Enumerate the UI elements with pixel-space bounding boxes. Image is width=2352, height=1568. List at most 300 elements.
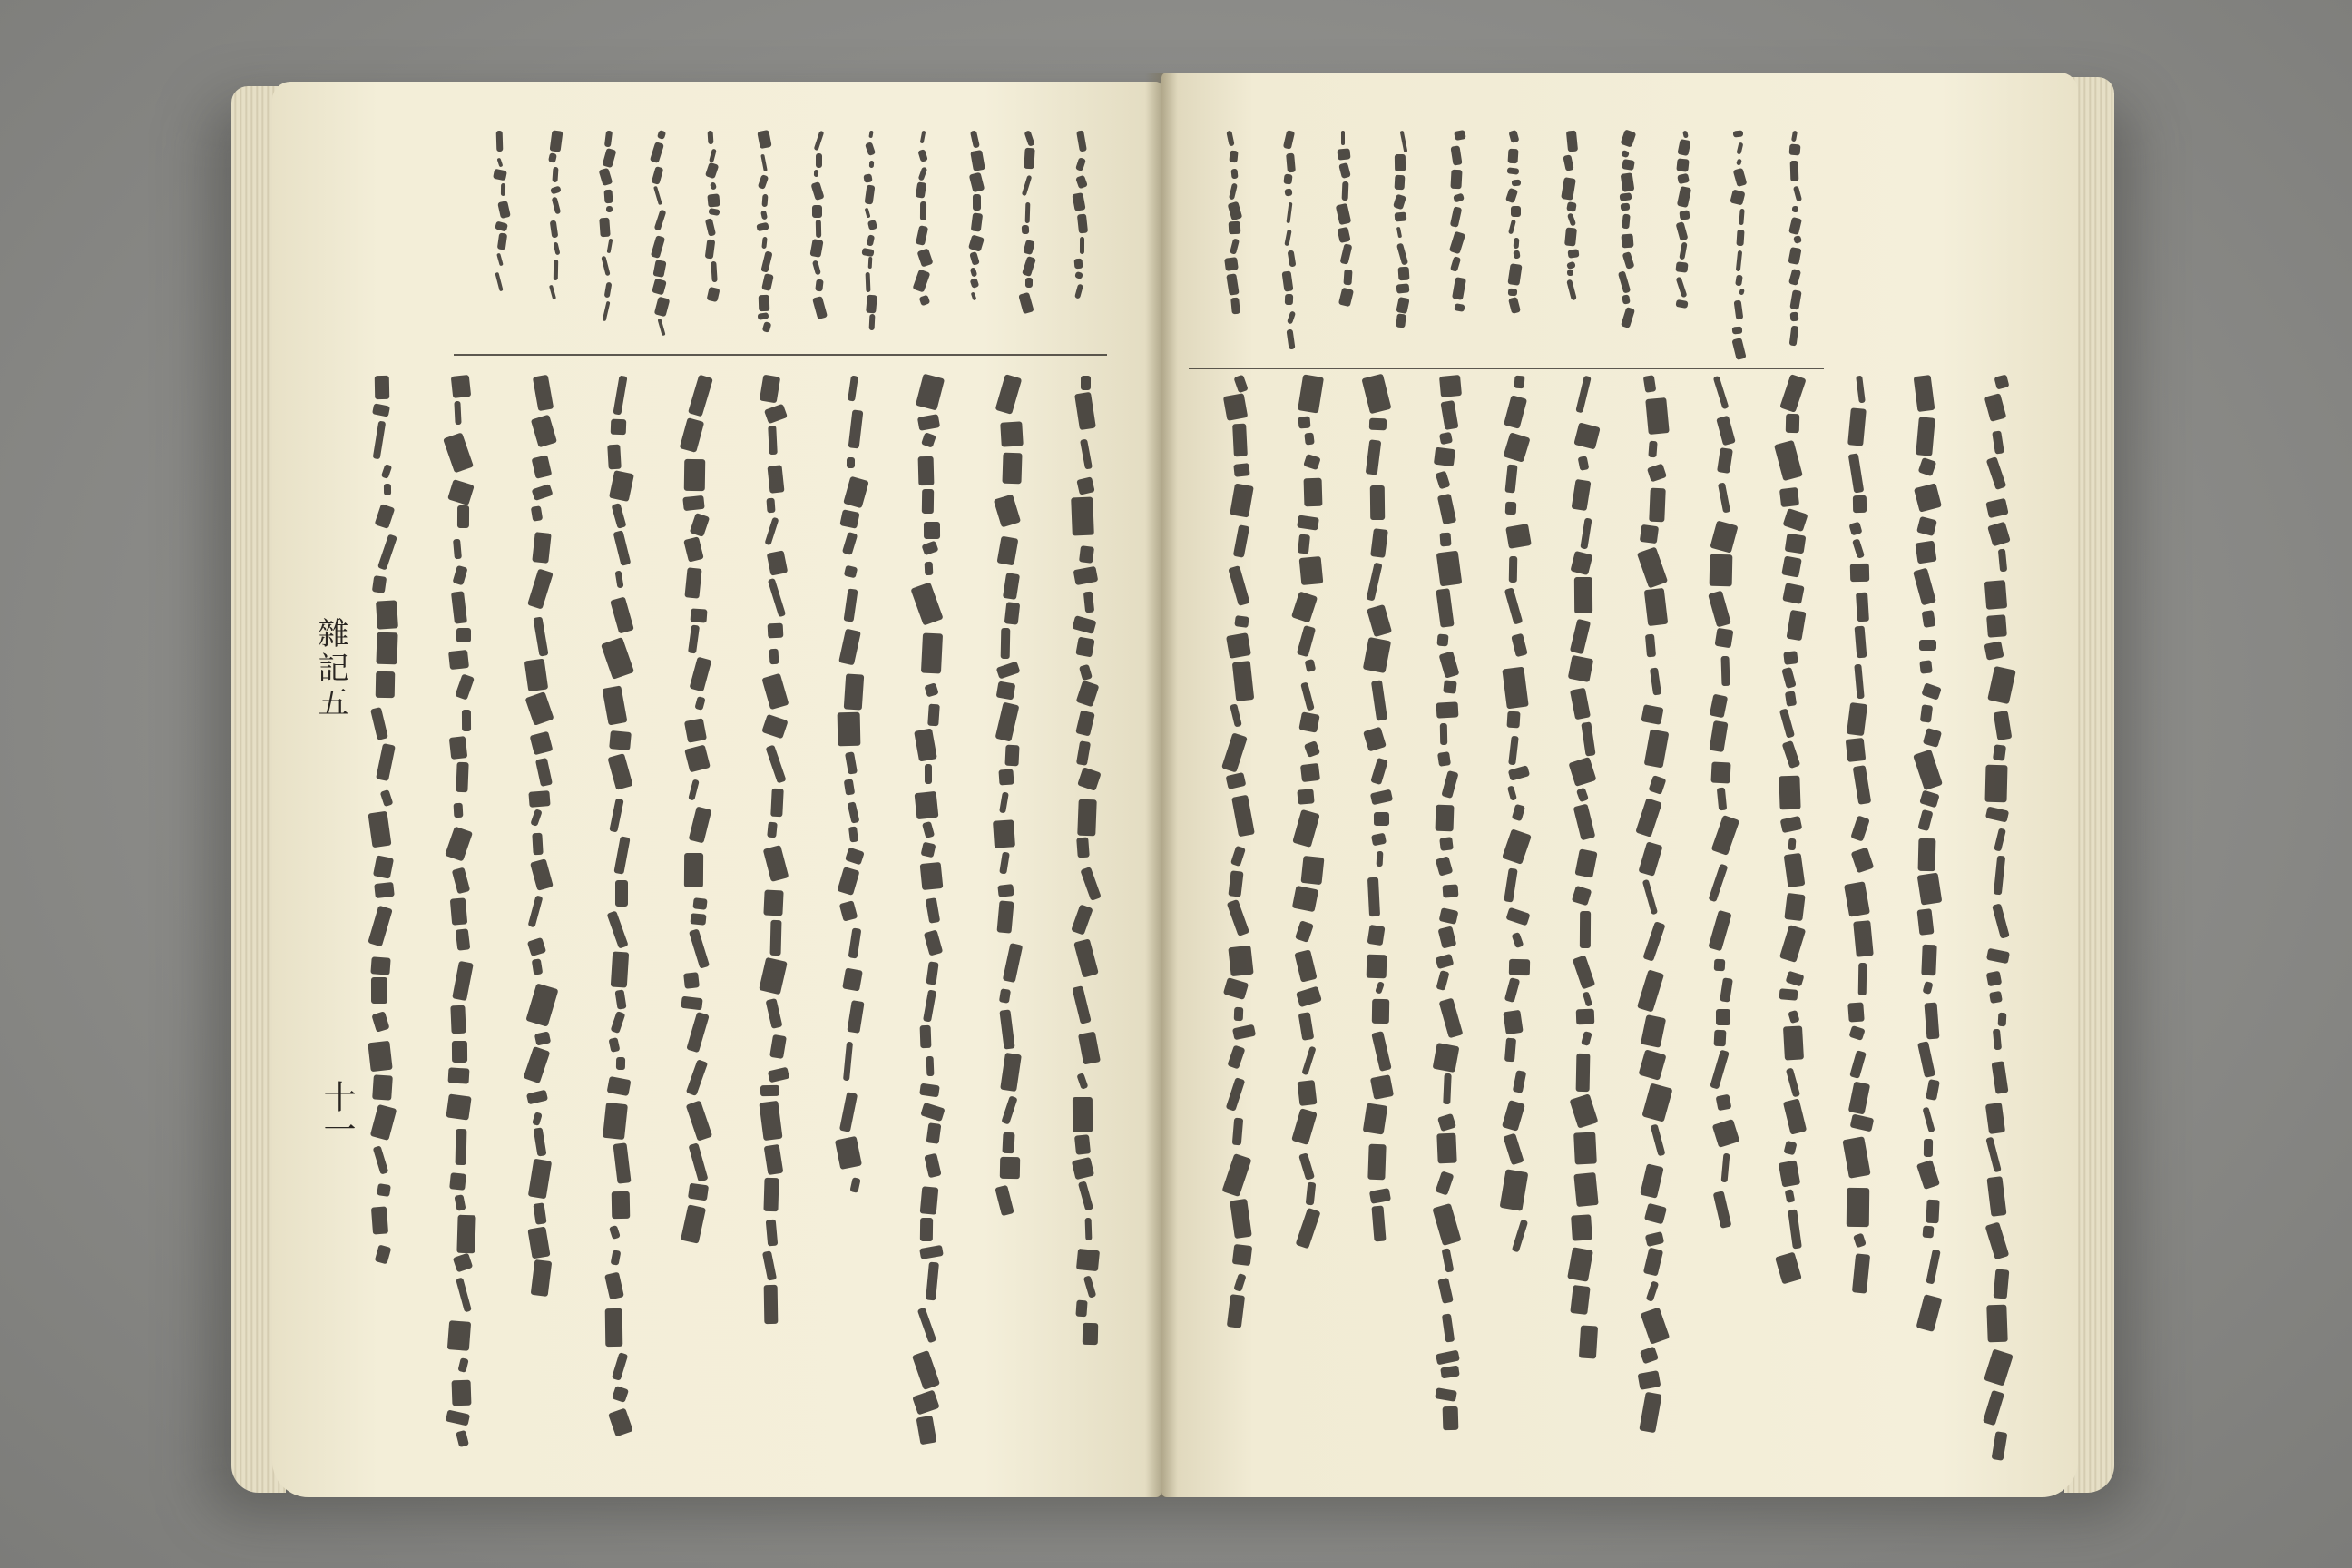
ink-stroke (920, 1024, 932, 1047)
ink-stroke (1509, 556, 1517, 583)
right-annotation-block (1189, 127, 1824, 354)
ink-stroke (1505, 502, 1516, 514)
ink-stroke (1580, 911, 1591, 948)
ink-stroke (1984, 765, 2007, 803)
ink-stroke (764, 1177, 779, 1210)
ink-stroke (1644, 588, 1668, 626)
ink-stroke (848, 826, 858, 842)
ink-stroke (1229, 221, 1241, 235)
ink-stroke (996, 681, 1016, 700)
ink-stroke (1565, 130, 1578, 152)
ink-stroke (1395, 211, 1407, 221)
ink-stroke (1298, 534, 1310, 554)
ink-stroke (843, 673, 864, 710)
ink-stroke (708, 194, 720, 208)
ink-stroke (1784, 534, 1806, 554)
ink-stroke (1077, 799, 1097, 835)
ink-stroke (376, 671, 395, 698)
ink-stroke (1513, 250, 1520, 259)
ink-stroke (604, 190, 613, 203)
ink-stroke (1986, 1304, 2008, 1342)
ink-stroke (449, 736, 467, 759)
ink-stroke (377, 1183, 391, 1197)
ink-stroke (914, 791, 938, 819)
ink-stroke (1437, 751, 1451, 766)
ink-stroke (866, 294, 877, 312)
ink-stroke (1731, 327, 1742, 335)
ink-stroke (1573, 577, 1592, 613)
ink-stroke (554, 260, 558, 280)
ink-stroke (1720, 656, 1730, 686)
ink-stroke (1784, 893, 1805, 921)
ink-stroke (1298, 1080, 1318, 1106)
ink-stroke (1439, 837, 1454, 851)
ink-stroke (1232, 424, 1248, 457)
ink-stroke (1374, 812, 1389, 827)
ink-stroke (920, 862, 944, 890)
ink-stroke (1231, 168, 1239, 179)
ink-stroke (1229, 151, 1238, 163)
ink-stroke (1074, 1134, 1091, 1154)
ink-stroke (1000, 1156, 1020, 1179)
ink-stroke (681, 995, 702, 1009)
ink-stroke (758, 294, 769, 311)
ink-stroke (710, 261, 717, 283)
ink-stroke (769, 920, 781, 956)
ink-stroke (1073, 258, 1083, 269)
ink-stroke (998, 769, 1014, 786)
ink-stroke (763, 890, 784, 916)
ink-stroke (924, 562, 932, 576)
ink-stroke (1082, 1323, 1097, 1345)
ink-stroke (684, 718, 707, 743)
ink-stroke (1922, 610, 1936, 628)
ink-stroke (1509, 958, 1530, 975)
ink-stroke (1622, 159, 1636, 171)
ink-stroke (370, 956, 391, 975)
ink-stroke (1000, 421, 1024, 446)
ink-stroke (1502, 667, 1528, 709)
ink-stroke (1514, 376, 1524, 389)
ink-stroke (1924, 1139, 1934, 1157)
ink-stroke (1081, 376, 1091, 390)
ink-stroke (1298, 712, 1320, 733)
ink-stroke (1993, 744, 2006, 761)
ink-stroke (606, 206, 612, 212)
ink-stroke (1915, 541, 1936, 564)
ink-stroke (1226, 632, 1251, 659)
ink-stroke (1025, 278, 1033, 288)
ink-stroke (707, 131, 713, 144)
ink-stroke (1847, 407, 1866, 446)
ink-stroke (1711, 762, 1731, 784)
ink-stroke (1511, 206, 1521, 217)
left-annotation-divider (454, 354, 1107, 356)
left-body-text (327, 372, 1125, 1461)
ink-stroke (611, 951, 629, 987)
ink-stroke (1508, 289, 1518, 297)
ink-stroke (1505, 524, 1531, 549)
ink-stroke (372, 1074, 393, 1101)
ink-stroke (1002, 453, 1022, 485)
ink-stroke (599, 217, 611, 237)
ink-stroke (1648, 441, 1657, 458)
ink-stroke (1398, 266, 1410, 279)
ink-stroke (1919, 661, 1933, 674)
ink-stroke (812, 205, 822, 218)
ink-stroke (764, 1285, 779, 1324)
ink-stroke (1292, 886, 1318, 913)
ink-stroke (1645, 397, 1670, 435)
ink-stroke (1073, 1097, 1093, 1132)
ink-stroke (1075, 637, 1094, 657)
ink-stroke (1367, 1143, 1386, 1179)
ink-stroke (368, 1041, 392, 1072)
ink-stroke (1620, 202, 1630, 211)
left-page (272, 82, 1161, 1497)
ink-stroke (1284, 294, 1292, 306)
ink-stroke (928, 703, 941, 726)
ink-stroke (1714, 628, 1732, 648)
ink-stroke (1786, 414, 1800, 433)
ink-stroke (1919, 705, 1933, 724)
ink-stroke (684, 567, 702, 598)
ink-stroke (1436, 551, 1461, 586)
ink-stroke (684, 853, 703, 887)
ink-stroke (375, 376, 390, 400)
ink-stroke (683, 459, 705, 491)
ink-stroke (767, 497, 776, 513)
ink-stroke (1369, 418, 1387, 430)
ink-stroke (1372, 999, 1389, 1024)
ink-stroke (1503, 1010, 1524, 1034)
ink-stroke (1676, 159, 1689, 172)
ink-stroke (532, 833, 543, 855)
ink-stroke (918, 456, 935, 485)
ink-stroke (1076, 1249, 1100, 1271)
ink-stroke (1916, 908, 1934, 936)
ink-stroke (1781, 555, 1801, 578)
ink-stroke (1984, 580, 2008, 610)
ink-stroke (370, 1206, 387, 1235)
ink-stroke (1303, 478, 1322, 507)
ink-stroke (1434, 447, 1456, 466)
ink-stroke (767, 623, 783, 639)
ink-stroke (1856, 593, 1868, 622)
ink-stroke (1566, 201, 1577, 211)
ink-stroke (1439, 375, 1462, 397)
ink-stroke (371, 977, 387, 1004)
ink-stroke (1917, 838, 1936, 871)
ink-stroke (1709, 554, 1731, 586)
ink-stroke (768, 426, 778, 455)
ink-stroke (815, 220, 821, 238)
left-annotation-block (454, 127, 1107, 345)
ink-stroke (1370, 1074, 1394, 1100)
book-gutter (1145, 73, 1178, 1497)
ink-stroke (926, 1056, 934, 1077)
ink-stroke (1573, 1132, 1596, 1164)
ink-stroke (1077, 838, 1091, 858)
ink-stroke (1985, 970, 2002, 986)
ink-stroke (1853, 495, 1867, 513)
ink-stroke (528, 790, 550, 808)
ink-stroke (609, 730, 632, 750)
ink-stroke (446, 1093, 471, 1121)
ink-stroke (1004, 745, 1019, 767)
ink-stroke (1622, 214, 1631, 229)
ink-stroke (837, 711, 860, 746)
ink-stroke (1790, 312, 1799, 322)
ink-stroke (455, 1129, 466, 1165)
ink-stroke (1506, 711, 1520, 729)
ink-stroke (1224, 257, 1238, 271)
body-column (1826, 372, 1895, 1461)
ink-stroke (1230, 297, 1240, 314)
ink-stroke (1001, 628, 1011, 659)
ink-stroke (1640, 524, 1659, 543)
ink-stroke (1984, 641, 2005, 660)
ink-stroke (616, 1057, 626, 1070)
ink-stroke (1300, 763, 1320, 783)
ink-stroke (1579, 1325, 1599, 1358)
ink-stroke (1926, 1200, 1941, 1224)
ink-stroke (612, 1191, 630, 1219)
ink-stroke (1714, 959, 1725, 972)
ink-stroke (604, 1308, 622, 1347)
right-annotation-divider (1189, 368, 1824, 369)
ink-stroke (1922, 1226, 1934, 1239)
ink-stroke (769, 649, 779, 665)
ink-stroke (456, 628, 471, 642)
ink-stroke (1858, 962, 1867, 995)
ink-stroke (1846, 738, 1866, 762)
ink-stroke (1919, 640, 1936, 651)
ink-stroke (869, 160, 874, 168)
ink-stroke (447, 1320, 471, 1350)
ink-stroke (1783, 1026, 1804, 1062)
ink-stroke (456, 1214, 475, 1252)
ink-stroke (1782, 583, 1804, 604)
ink-stroke (1916, 416, 1936, 456)
ink-stroke (1567, 249, 1579, 258)
ink-stroke (1085, 1218, 1093, 1240)
ink-stroke (1003, 1132, 1015, 1152)
ink-stroke (1024, 147, 1035, 169)
ink-stroke (816, 153, 822, 168)
ink-stroke (496, 131, 503, 152)
ink-stroke (924, 522, 940, 539)
ink-stroke (607, 445, 621, 470)
ink-stroke (457, 505, 469, 528)
ink-stroke (1436, 634, 1448, 647)
ink-stroke (683, 972, 700, 989)
ink-stroke (1576, 1009, 1594, 1025)
ink-stroke (1790, 161, 1799, 182)
ink-stroke (1298, 416, 1311, 429)
ink-stroke (1442, 885, 1458, 898)
ink-stroke (861, 248, 874, 257)
ink-stroke (921, 632, 943, 673)
ink-stroke (1369, 485, 1384, 520)
ink-stroke (1847, 1002, 1865, 1023)
ink-stroke (1080, 237, 1084, 254)
ink-stroke (1396, 283, 1409, 293)
ink-stroke (1713, 1029, 1726, 1046)
ink-stroke (1343, 270, 1352, 286)
ink-stroke (1998, 1013, 2007, 1026)
ink-stroke (1785, 691, 1797, 706)
ink-stroke (925, 764, 932, 784)
ink-stroke (920, 1218, 933, 1241)
ink-stroke (973, 194, 981, 211)
ink-stroke (1298, 556, 1323, 586)
ink-stroke (1846, 1188, 1868, 1227)
ink-stroke (447, 1068, 469, 1084)
ink-stroke (1507, 167, 1520, 174)
ink-stroke (1507, 148, 1518, 163)
margin-label: 雜記五 (312, 617, 348, 720)
ink-stroke (863, 173, 873, 183)
ink-stroke (1435, 804, 1454, 831)
ink-stroke (1853, 920, 1873, 957)
ink-stroke (1232, 1244, 1253, 1266)
ink-stroke (1739, 209, 1744, 225)
ink-stroke (1443, 1073, 1452, 1104)
ink-stroke (1377, 851, 1384, 867)
ink-stroke (770, 789, 784, 817)
ink-stroke (1779, 487, 1800, 507)
ink-stroke (1439, 532, 1451, 545)
ink-stroke (1367, 955, 1387, 979)
ink-stroke (1077, 214, 1088, 234)
ink-stroke (450, 1172, 467, 1191)
ink-stroke (1571, 1214, 1592, 1240)
ink-stroke (384, 484, 391, 496)
ink-stroke (920, 201, 926, 220)
ink-stroke (452, 1041, 467, 1063)
ink-stroke (1783, 651, 1798, 665)
ink-stroke (1286, 152, 1295, 172)
ink-stroke (993, 819, 1015, 848)
ink-stroke (1994, 1269, 2010, 1299)
ink-stroke (1716, 1009, 1730, 1025)
ink-stroke (1443, 680, 1456, 693)
ink-stroke (451, 375, 471, 398)
ink-stroke (1645, 634, 1656, 658)
ink-stroke (1075, 1300, 1088, 1318)
ink-stroke (614, 880, 627, 906)
ink-stroke (1297, 789, 1314, 806)
ink-stroke (1395, 174, 1406, 189)
ink-stroke (688, 1183, 709, 1201)
ink-stroke (454, 802, 464, 818)
ink-stroke (1022, 225, 1029, 234)
right-body-text (1198, 372, 2033, 1479)
ink-stroke (1779, 988, 1798, 1001)
ink-stroke (456, 762, 469, 793)
ink-stroke (374, 882, 395, 898)
ink-stroke (847, 457, 855, 468)
ink-stroke (1083, 592, 1094, 612)
ink-stroke (1436, 702, 1459, 719)
ink-stroke (1788, 838, 1796, 849)
ink-stroke (462, 710, 471, 731)
right-page (1161, 73, 2078, 1497)
ink-stroke (1989, 991, 2002, 1004)
ink-stroke (1300, 856, 1324, 885)
ink-stroke (1622, 233, 1634, 248)
ink-stroke (376, 600, 398, 630)
ink-stroke (998, 884, 1014, 897)
ink-stroke (448, 650, 469, 670)
ink-stroke (1675, 261, 1688, 272)
page-number: 十一 (318, 1080, 356, 1145)
ink-stroke (1921, 945, 1936, 976)
ink-stroke (767, 821, 777, 838)
ink-stroke (815, 279, 823, 290)
ink-stroke (1304, 433, 1315, 446)
ink-stroke (493, 169, 507, 181)
annotation-column (475, 127, 528, 336)
ink-stroke (1450, 170, 1462, 190)
ink-stroke (449, 897, 467, 925)
ink-stroke (1736, 230, 1744, 247)
ink-stroke (376, 632, 398, 665)
ink-stroke (1071, 496, 1094, 535)
ink-stroke (682, 495, 704, 512)
ink-stroke (1442, 1406, 1457, 1431)
ink-stroke (1779, 776, 1801, 810)
ink-stroke (919, 1186, 937, 1215)
ink-stroke (1229, 945, 1254, 975)
ink-stroke (1367, 925, 1385, 946)
ink-stroke (1233, 1006, 1242, 1020)
ink-stroke (1642, 704, 1664, 724)
ink-stroke (1342, 181, 1349, 201)
ink-stroke (451, 1005, 466, 1034)
ink-stroke (1440, 723, 1448, 745)
ink-stroke (1079, 546, 1094, 564)
ink-stroke (610, 419, 626, 435)
ink-stroke (1986, 614, 2007, 638)
ink-stroke (531, 505, 543, 521)
ink-stroke (760, 1084, 779, 1096)
ink-stroke (1337, 148, 1350, 160)
ink-stroke (1575, 1054, 1590, 1093)
ink-stroke (1234, 463, 1250, 477)
ink-stroke (1789, 143, 1801, 155)
ink-stroke (690, 913, 706, 926)
ink-stroke (762, 194, 769, 207)
ink-stroke (922, 489, 934, 514)
ink-stroke (691, 608, 708, 622)
ink-stroke (454, 401, 461, 425)
ink-stroke (1564, 227, 1577, 246)
ink-stroke (869, 314, 876, 331)
ink-stroke (1620, 172, 1634, 191)
ink-stroke (1849, 564, 1868, 583)
ink-stroke (455, 929, 470, 951)
ink-stroke (1395, 154, 1406, 172)
ink-stroke (1234, 615, 1249, 628)
ink-stroke (1573, 1172, 1599, 1207)
ink-stroke (999, 988, 1011, 1003)
ink-stroke (451, 1380, 471, 1406)
ink-stroke (1436, 1132, 1457, 1162)
ink-stroke (1732, 130, 1743, 137)
ink-stroke (1283, 173, 1293, 184)
